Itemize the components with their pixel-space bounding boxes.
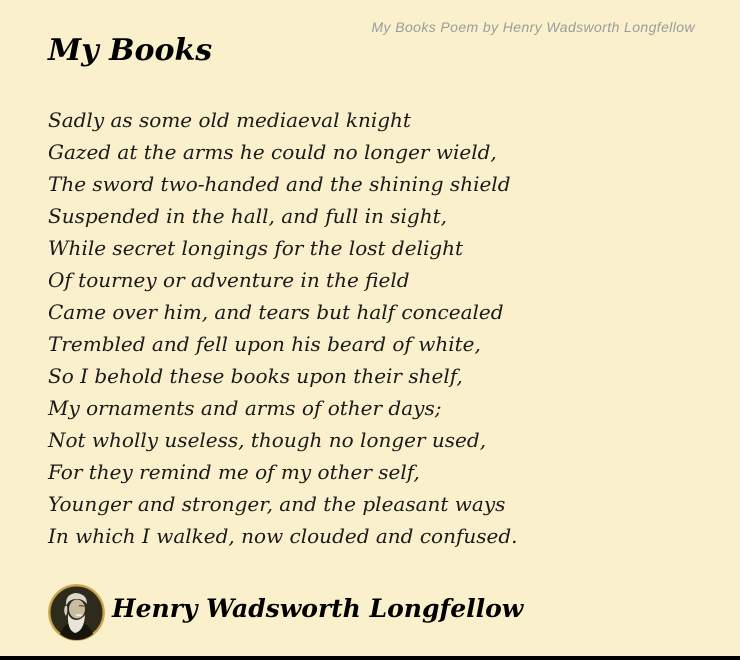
longfellow-portrait-icon	[48, 584, 105, 641]
poem-line: In which I walked, now clouded and confused.	[48, 524, 518, 548]
poem-line: While secret longings for the lost delight	[48, 236, 464, 260]
poem-line: Of tourney or adventure in the field	[48, 268, 410, 292]
poem-line: Younger and stronger, and the pleasant ways	[48, 492, 506, 516]
bottom-edge-bar	[0, 656, 740, 660]
poem-line: For they remind me of my other self,	[48, 460, 420, 484]
poem-line: Trembled and fell upon his beard of white,	[48, 332, 481, 356]
poem-line: Gazed at the arms he could no longer wield,	[48, 140, 497, 164]
poem-line: Came over him, and tears but half concealed	[48, 300, 504, 324]
poem-line: Sadly as some old mediaeval knight	[48, 108, 411, 132]
poem-line: The sword two-handed and the shining shield	[48, 172, 511, 196]
poem-title: My Books	[48, 33, 213, 68]
author-avatar	[48, 584, 105, 641]
poem-attribution-caption: My Books Poem by Henry Wadsworth Longfellow	[371, 19, 695, 35]
poem-line: So I behold these books upon their shelf,	[48, 364, 463, 388]
poem-line: Not wholly useless, though no longer used,	[48, 428, 487, 452]
poem-line: My ornaments and arms of other days;	[48, 396, 442, 420]
author-name: Henry Wadsworth Longfellow	[112, 594, 524, 623]
poem-body	[48, 104, 518, 552]
poem-line: Suspended in the hall, and full in sight,	[48, 204, 447, 228]
